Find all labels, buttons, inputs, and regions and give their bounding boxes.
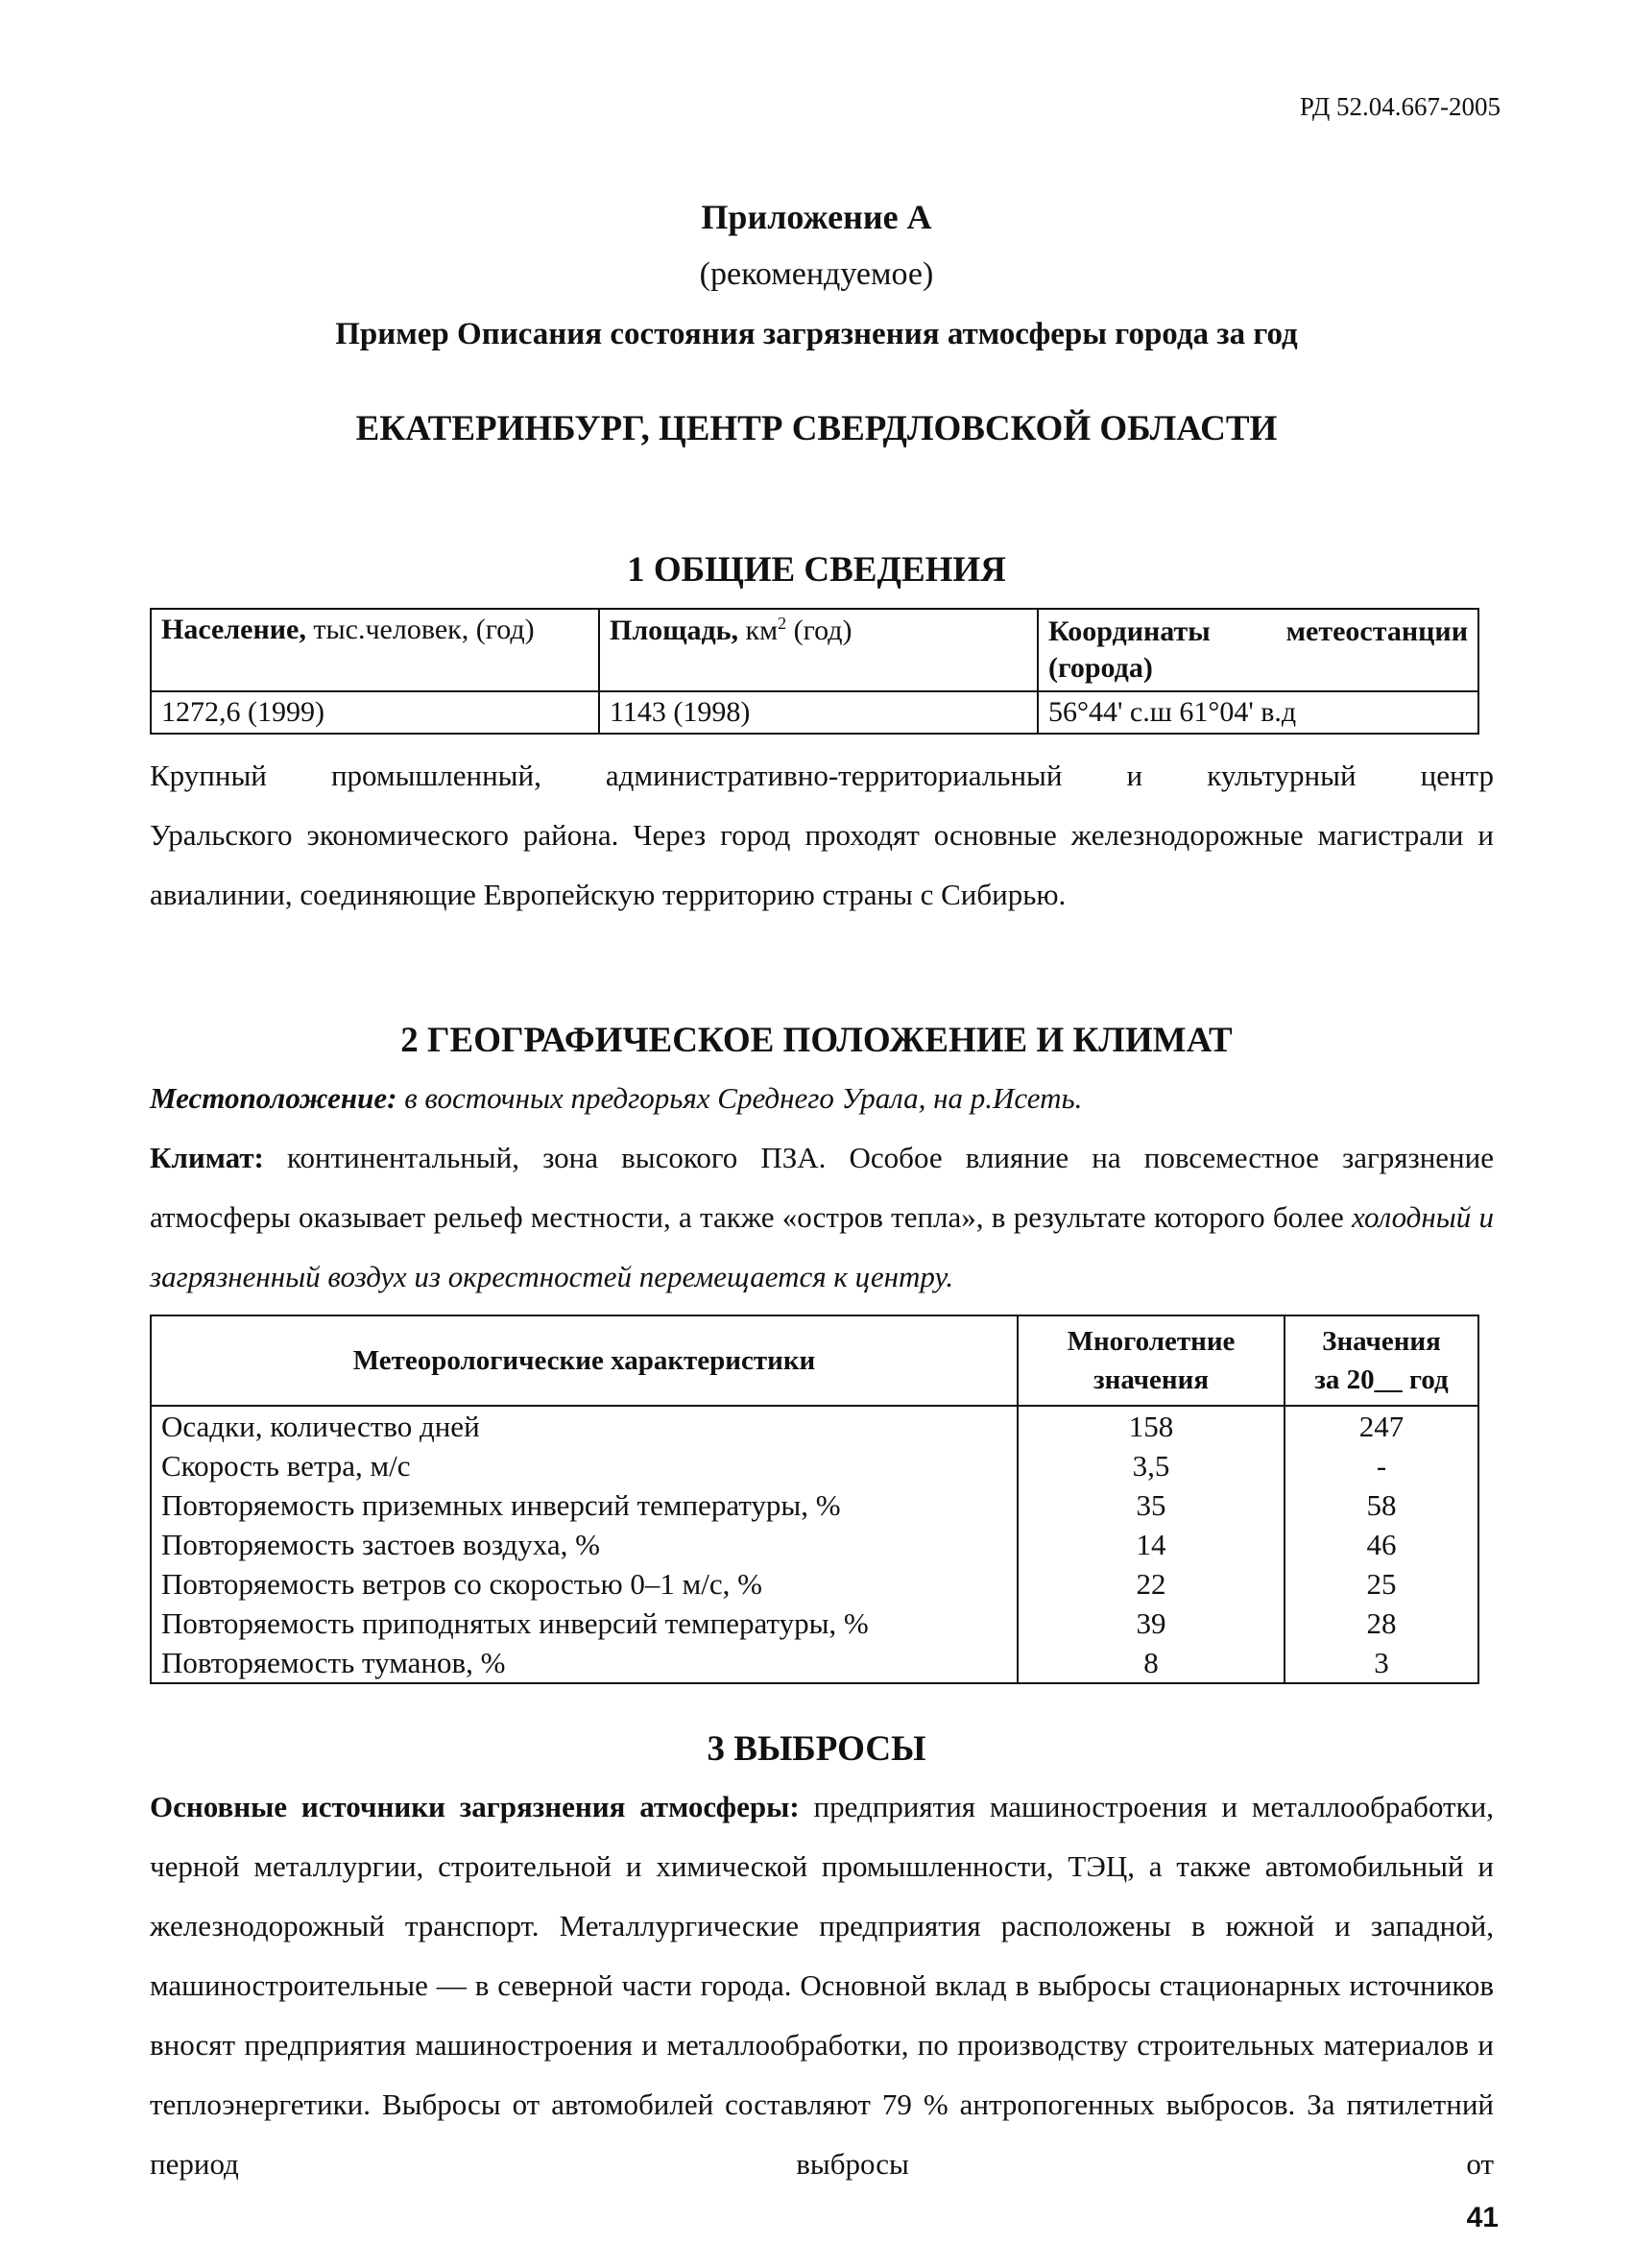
document-number: РД 52.04.667-2005 (1299, 92, 1501, 121)
table-row (151, 691, 1478, 734)
table-row: Повторяемость приземных инверсий температуры, % 35 58 (151, 1485, 1478, 1525)
table-row: Повторяемость ветров со скоростью 0–1 м/с, % 22 25 (151, 1564, 1478, 1604)
appendix-status: (рекомендуемое) (699, 256, 934, 292)
coordinates-value: 56°44' с.ш 61°04' в.д (1038, 691, 1478, 734)
city-heading: ЕКАТЕРИНБУРГ, ЦЕНТР СВЕРДЛОВСКОЙ ОБЛАСТИ (355, 409, 1278, 448)
table-row: Повторяемость туманов, % 8 3 (151, 1643, 1478, 1683)
section1-heading: 1 ОБЩИЕ СВЕДЕНИЯ (627, 550, 1006, 590)
appendix-subtitle: Пример Описания состояния загрязнения атмосферы города за год (335, 317, 1298, 351)
area-value: 1143 (1998) (599, 691, 1038, 734)
page-number: 41 (1466, 2202, 1499, 2233)
meteo-col-longterm: Многолетние значения (1018, 1315, 1285, 1406)
section2-heading: 2 ГЕОГРАФИЧЕСКОЕ ПОЛОЖЕНИЕ И КЛИМАТ (400, 1021, 1233, 1060)
table-row: Скорость ветра, м/с 3,5 - (151, 1446, 1478, 1485)
climate-paragraph: Климат: континентальный, зона высокого ПЗА. Особое влияние на повсеместное загрязнение атмосферы оказывает рельеф местности, а также «остров тепла», в результате которого более холодный и загрязненный воздух из окрестностей перемещается к центру. (150, 1141, 1495, 1293)
meteo-table (150, 1315, 1479, 1684)
section1-paragraph: Крупный промышленный, административно-территориальный и культурный центр Уральского экономического района. Через город проходят основные железнодорожные магистрали и авиалинии, соединяющие Европейскую территорию страны с Сибирью. (150, 759, 1494, 911)
area-header: Площадь, $км^2$ (год) (599, 609, 1038, 691)
coordinates-header: Координаты метеостанции (города) (1038, 609, 1478, 691)
table-row: Повторяемость приподнятых инверсий температуры, % 39 28 (151, 1604, 1478, 1643)
meteo-header-row (151, 1315, 1478, 1406)
population-header: Население, тыс.человек, (год) (151, 609, 599, 691)
table-row: Осадки, количество дней 158 247 (151, 1406, 1478, 1446)
table-header-row (151, 609, 1478, 691)
meteo-col-year: Значения за 20__ год (1285, 1315, 1478, 1406)
table-row: Повторяемость застоев воздуха, % 14 46 (151, 1525, 1478, 1564)
sources-paragraph: Основные источники загрязнения атмосферы: предприятия машиностроения и металлообработки, черной металлургии, строительной и химической промышленности, ТЭЦ, а также автомобильный и железнодорожный транспорт. Металлургические предприятия расположены в южной и западной, машиностроительные — в северной части города. Основной вклад в выбросы стационарных источников вносят предприятия машиностроения и металлообработки, по производству строительных материалов и теплоэнергетики. Выбросы от автомобилей составляют 79 % антропогенных выбросов. За пятилетний период выбросы от (150, 1790, 1494, 2181)
location-paragraph: Местоположение: в восточных предгорьях Среднего Урала, на р.Исеть. (150, 1081, 1083, 1115)
section3-heading: 3 ВЫБРОСЫ (707, 1729, 926, 1769)
general-info-table (150, 608, 1479, 735)
meteo-col-characteristics: Метеорологические характеристики (151, 1315, 1018, 1406)
appendix-title: Приложение А (701, 198, 932, 236)
population-value: 1272,6 (1999) (151, 691, 599, 734)
